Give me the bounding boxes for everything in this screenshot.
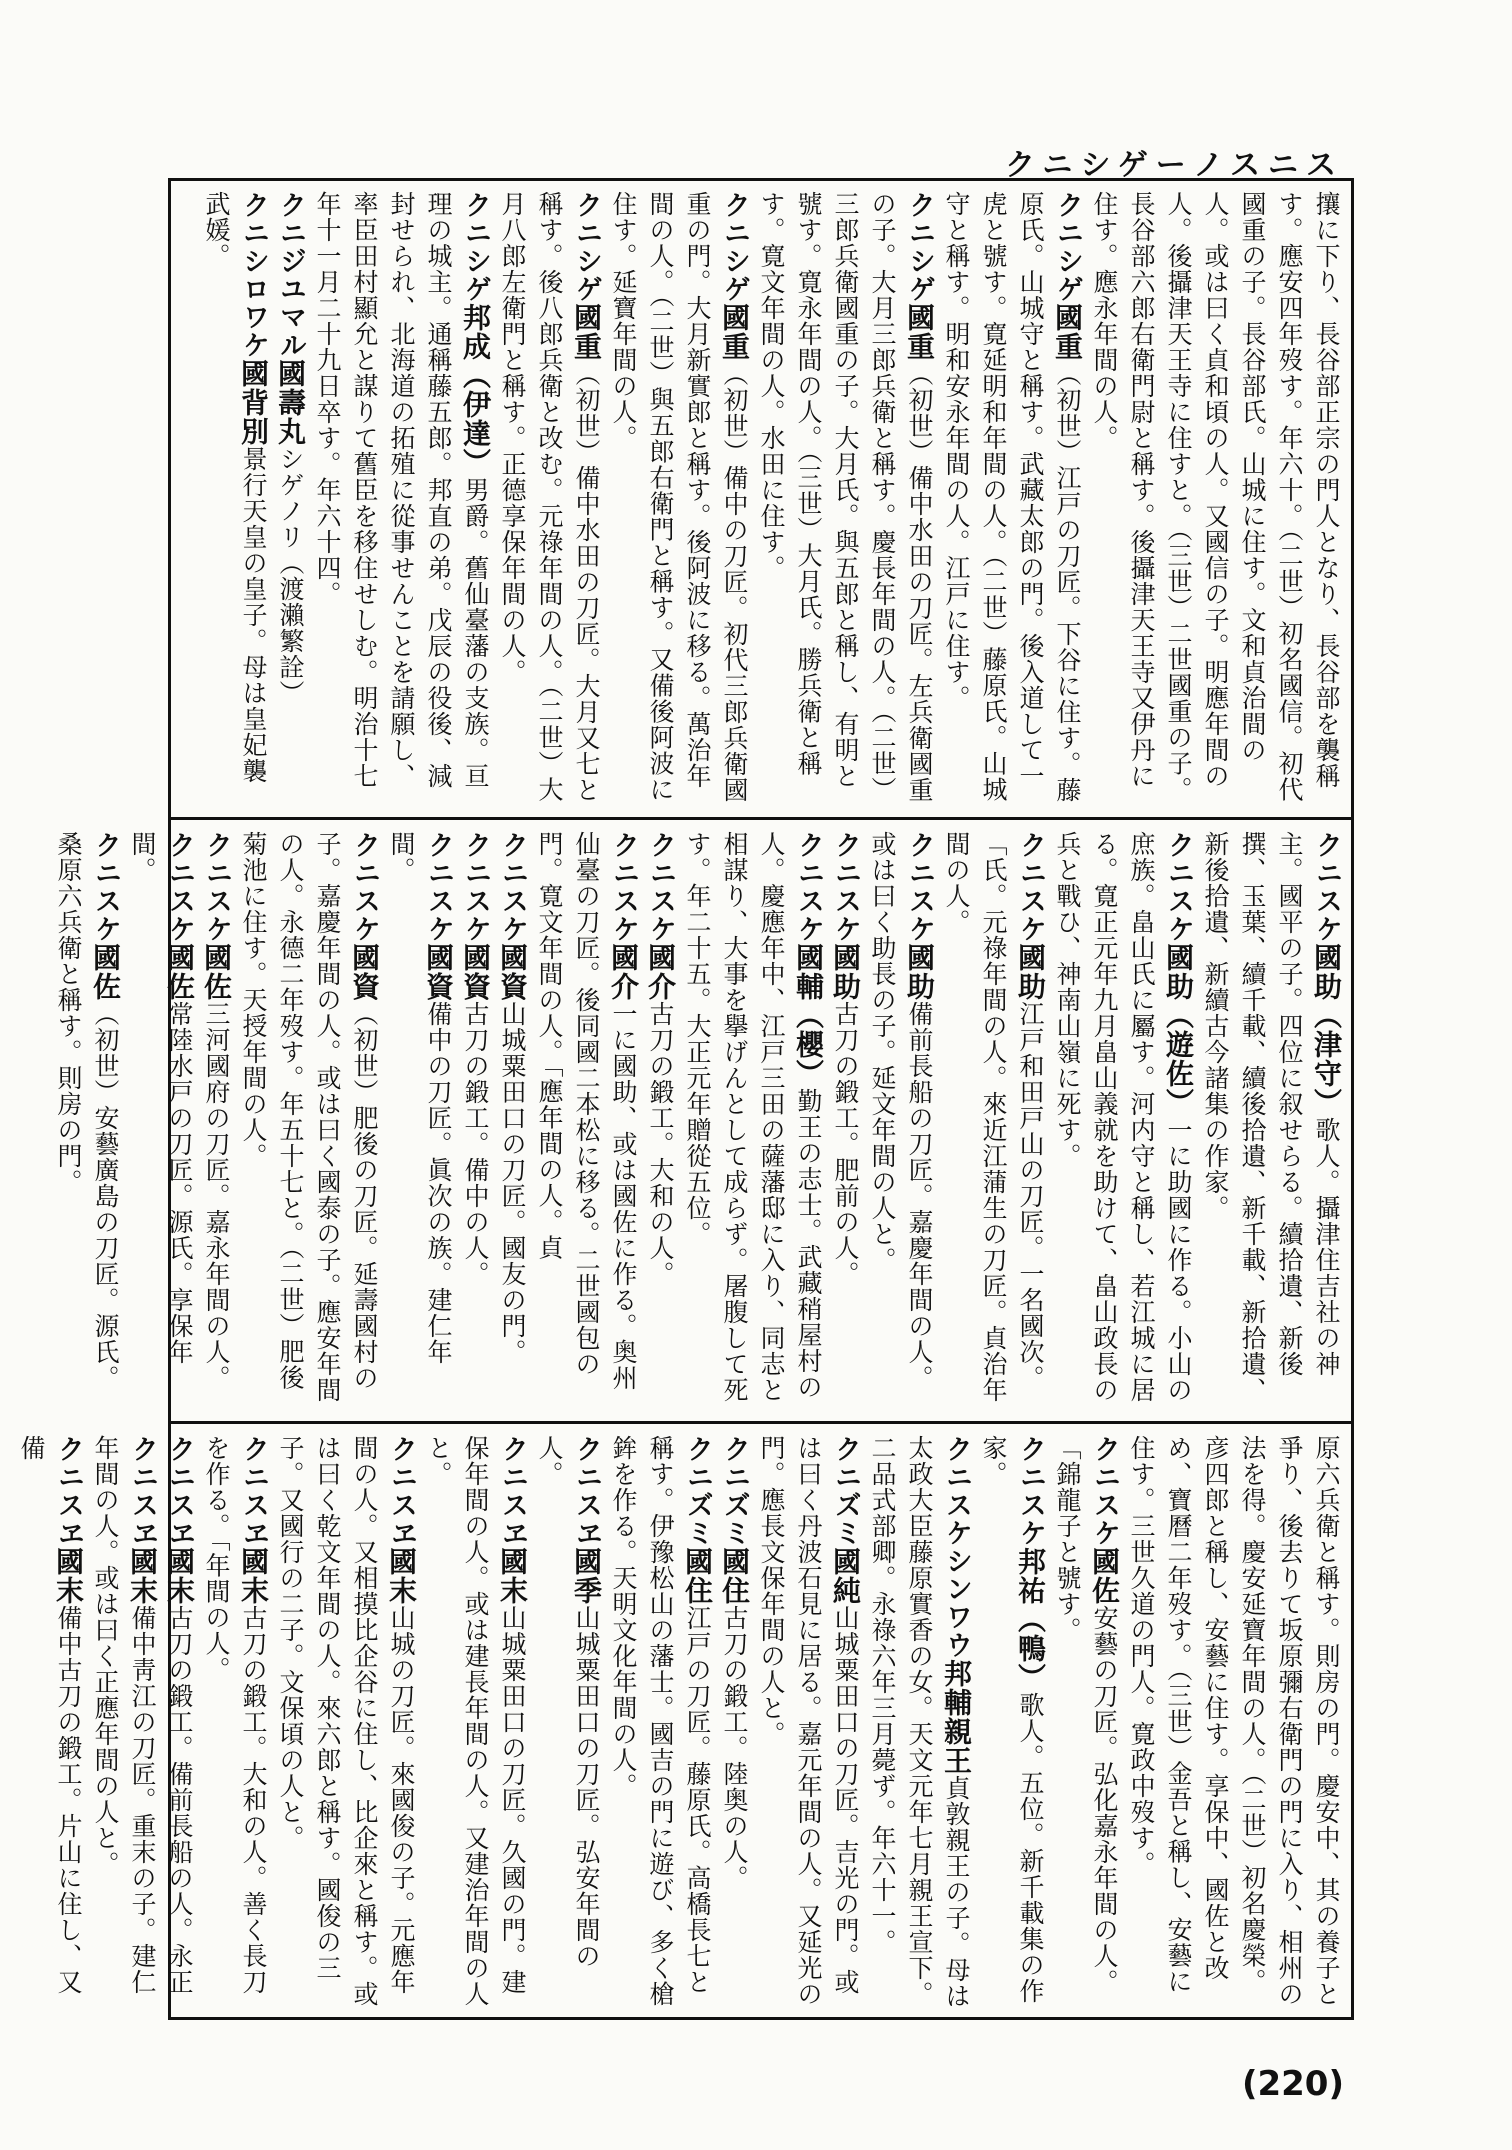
entry-1-8: クニスケ國資山城粟田口の刀匠。國友の門。 [496,831,529,1365]
entry-1-2: クニスケ國助江戸和田戸山の刀匠。一名國次。「氏。元祿年間の人。來近江蒲生の刀匠。貞治年間の人。 [942,831,1047,1403]
section-text [54,831,1345,1413]
section-text [179,191,1345,809]
text-frame [17,178,1354,2020]
entry-2-13: クニスヱ國末備中古刀の鍛工。片山に住し、又備 [17,1435,85,1995]
entry-1-1: クニスケ國助（遊佐）一に助國に作る。小山の庶族。畠山氏に屬す。河内守と稱し、若江城に居る。寛正元年九月畠山義就を助けて、畠山政長の兵と戰ひ、神南山嶺に死す。 [1053,831,1195,1403]
entry-2-1: クニスケ國佐安藝の刀匠。弘化嘉永年間の人。「錦龍子と號す。 [1053,1435,1121,1995]
entry-2-6: クニズミ國住江戸の刀匠。藤原氏。高橋長七と稱す。伊豫松山の藩士。國吉の門に遊び、多く槍鉾を作る。天明文化年間の人。 [609,1435,714,2007]
entry-0-3: クニシゲ國重（初世）備中の刀匠。初代三郎兵衛國重の門。大月新實郎と稱す。後阿波に移る。萬治年間の人。（二世）與五郎右衛門と稱す。又備後阿波に住す。延寶年間の人。 [609,191,751,803]
entry-1-4: クニスケ國助古刀の鍛工。肥前の人。 [829,831,862,1287]
entry-1-9: クニスケ國資古刀の鍛工。備中の人。 [459,831,492,1287]
section-top [171,181,1351,817]
entry-1-7: クニスケ國介一に國助、或は國佐に作る。奥州仙臺の刀匠。後同國二本松に移る。二世國包の門。寛文年間の人。「應年間の人。貞 [535,831,640,1391]
entry-2-12: クニスヱ國末備中靑江の刀匠。重末の子。建仁年間の人。或は曰く正應年間の人と。 [91,1435,159,1995]
entry-2-9: クニスヱ國末山城の刀匠。來國俊の子。元應年間の人。又相摸比企谷に住し、比企來と稱す。或は曰く乾文年間の人。來六郎と稱す。國俊の三子。又國行の二子。文保頃の人と。 [276,1435,418,2007]
section-divider [171,817,1351,820]
section-bottom [17,1425,1351,2017]
entry-0-6: クニジユマル國壽丸シゲノリ（渡瀨繁詮） [274,191,307,706]
entry-2-5: クニズミ國住古刀の鍛工。陸奥の人。 [718,1435,751,1891]
entry-1-14: クニスケ國佐（初世）安藝廣島の刀匠。源氏。桑原六兵衛と稱す。則房の門。 [54,831,122,1391]
entry-1-5: クニスケ國輔（櫻）勤王の志士。武藏稍屋村の人。慶應年中、江戸三田の薩藩邸に入り、同志と相謀り、大事を擧げんとして成らず。屠腹して死す。年二十五。大正元年贈從五位。 [683,831,825,1403]
running-header: クニシゲーノスニス [1005,148,1344,183]
page-number: (220) [1241,2064,1344,2104]
entry-1-11: クニスケ國資（初世）肥後の刀匠。延壽國村の子。嘉慶年間の人。或は曰く國泰の子。應安年間の人。永德二年歿す。年五十七と。（二世）肥後菊池に住す。天授年間の人。 [239,831,381,1403]
section-middle [54,821,1351,1421]
entry-2-4: クニズミ國純山城粟田口の刀匠。吉光の門。或は曰く丹波石見に居る。嘉元年間の人。又延光の門。應長文保年間の人と。 [757,1435,862,2007]
entry-2-2: クニスケ邦祐（鴨）歌人。五位。新千載集の作家。 [979,1435,1047,2004]
entry-2-7: クニスヱ國季山城粟田口の刀匠。弘安年間の人。 [535,1435,603,1969]
entry-2-3: クニスケシンワウ邦輔親王貞敦親王の子。母は太政大臣藤原實香の女。天文元年七月親王宣下。二品式部卿。永祿六年三月薨ず。年六十一。 [868,1435,973,2009]
entry-0-0: 攘に下り、長谷部正宗の門人となり、長谷部を襲稱す。應安四年歿す。年六十。（二世）初名國信。初代國重の子。長谷部氏。山城に住す。文和貞治間の人。或は曰く貞和頃の人。又國信の子。明應年間の人。後攝津天王寺に住すと。（三世）二世國重の子。長谷部六郎右衛門尉と稱す。後攝津天王寺又伊丹に住す。應永年間の人。 [1090,191,1341,803]
entry-0-5: クニシゲ邦成（伊達）男爵。舊仙臺藩の支族。亘理の城主。通稱藤五郎。邦直の弟。戊辰の役後、減封せられ、北海道の拓殖に從事せんことを請願し、率臣田村顯允と謀りて舊臣を移住せしむ。明治十七年十一月二十九日卒す。年六十四。 [313,191,492,789]
entry-1-6: クニスケ國介古刀の鍛工。大和の人。 [644,831,677,1287]
entry-2-11: クニスヱ國末古刀の鍛工。備前長船の人。永正 [163,1435,196,1995]
entry-0-7: クニシロワケ國背別景行天皇の皇子。母は皇妃襲武媛。 [202,191,270,784]
entry-1-12: クニスケ國佐三河國府の刀匠。嘉永年間の人。 [200,831,233,1391]
entry-1-10: クニスケ國資備中の刀匠。眞次の族。建仁年間。 [387,831,455,1365]
entry-0-2: クニシゲ國重（初世）備中水田の刀匠。左兵衛國重の子。大月三郎兵衛と稱す。慶長年間の人。（二世）三郎兵衛國重の子。大月氏。與五郎と稱し、有明と號す。寛永年間の人。（三世）大月氏。勝兵衛と稱す。寛文年間の人。水田に住す。 [757,191,936,803]
section-divider [171,1421,1351,1424]
entry-2-8: クニスヱ國末山城粟田口の刀匠。久國の門。建保年間の人。或は建長年間の人。又建治年間の人と。 [424,1435,529,2007]
entry-0-1: クニシゲ國重（初世）江戸の刀匠。下谷に住す。藤原氏。山城守と稱す。武藏太郎の門。後入道して一虎と號す。寛延明和年間の人。（二世）藤原氏。山城守と稱す。明和安永年間の人。江戸に住す。 [942,191,1084,803]
section-text [17,1435,1345,2009]
entry-0-4: クニシゲ國重（初世）備中水田の刀匠。大月又七と稱す。後八郎兵衛と改む。元祿年間の人。（二世）大月八郎左衛門と稱す。正德享保年間の人。 [498,191,603,803]
entry-1-0: クニスケ國助（津守）歌人。攝津住吉社の神主。國平の子。四位に叙せらる。續拾遺、新後撰、玉葉、續千載、續後拾遺、新千載、新拾遺、新後拾遺、新續古今諸集の作家。 [1201,831,1343,1403]
entry-2-10: クニスヱ國末古刀の鍛工。大和の人。善く長刀を作る。「年間の人。 [202,1435,270,1995]
entry-1-3: クニスケ國助備前長船の刀匠。嘉慶年間の人。或は曰く助長の子。延文年間の人と。 [868,831,936,1391]
entry-1-13: クニスケ國佐常陸水戸の刀匠。源氏。享保年間。 [128,831,196,1365]
entry-2-0: 原六兵衛と稱す。則房の門。慶安中、其の養子と爭り、後去りて坂原彌右衛門の門に入り、相州の法を得。慶安延寶年間の人。（二世）初名慶榮。彦四郎と稱し、安藝に住す。享保中、國佐と改め、寶曆二年歿す。（三世）金吾と稱し、安藝に住す。三世久道の門人。寛政中歿す。 [1127,1435,1341,2007]
